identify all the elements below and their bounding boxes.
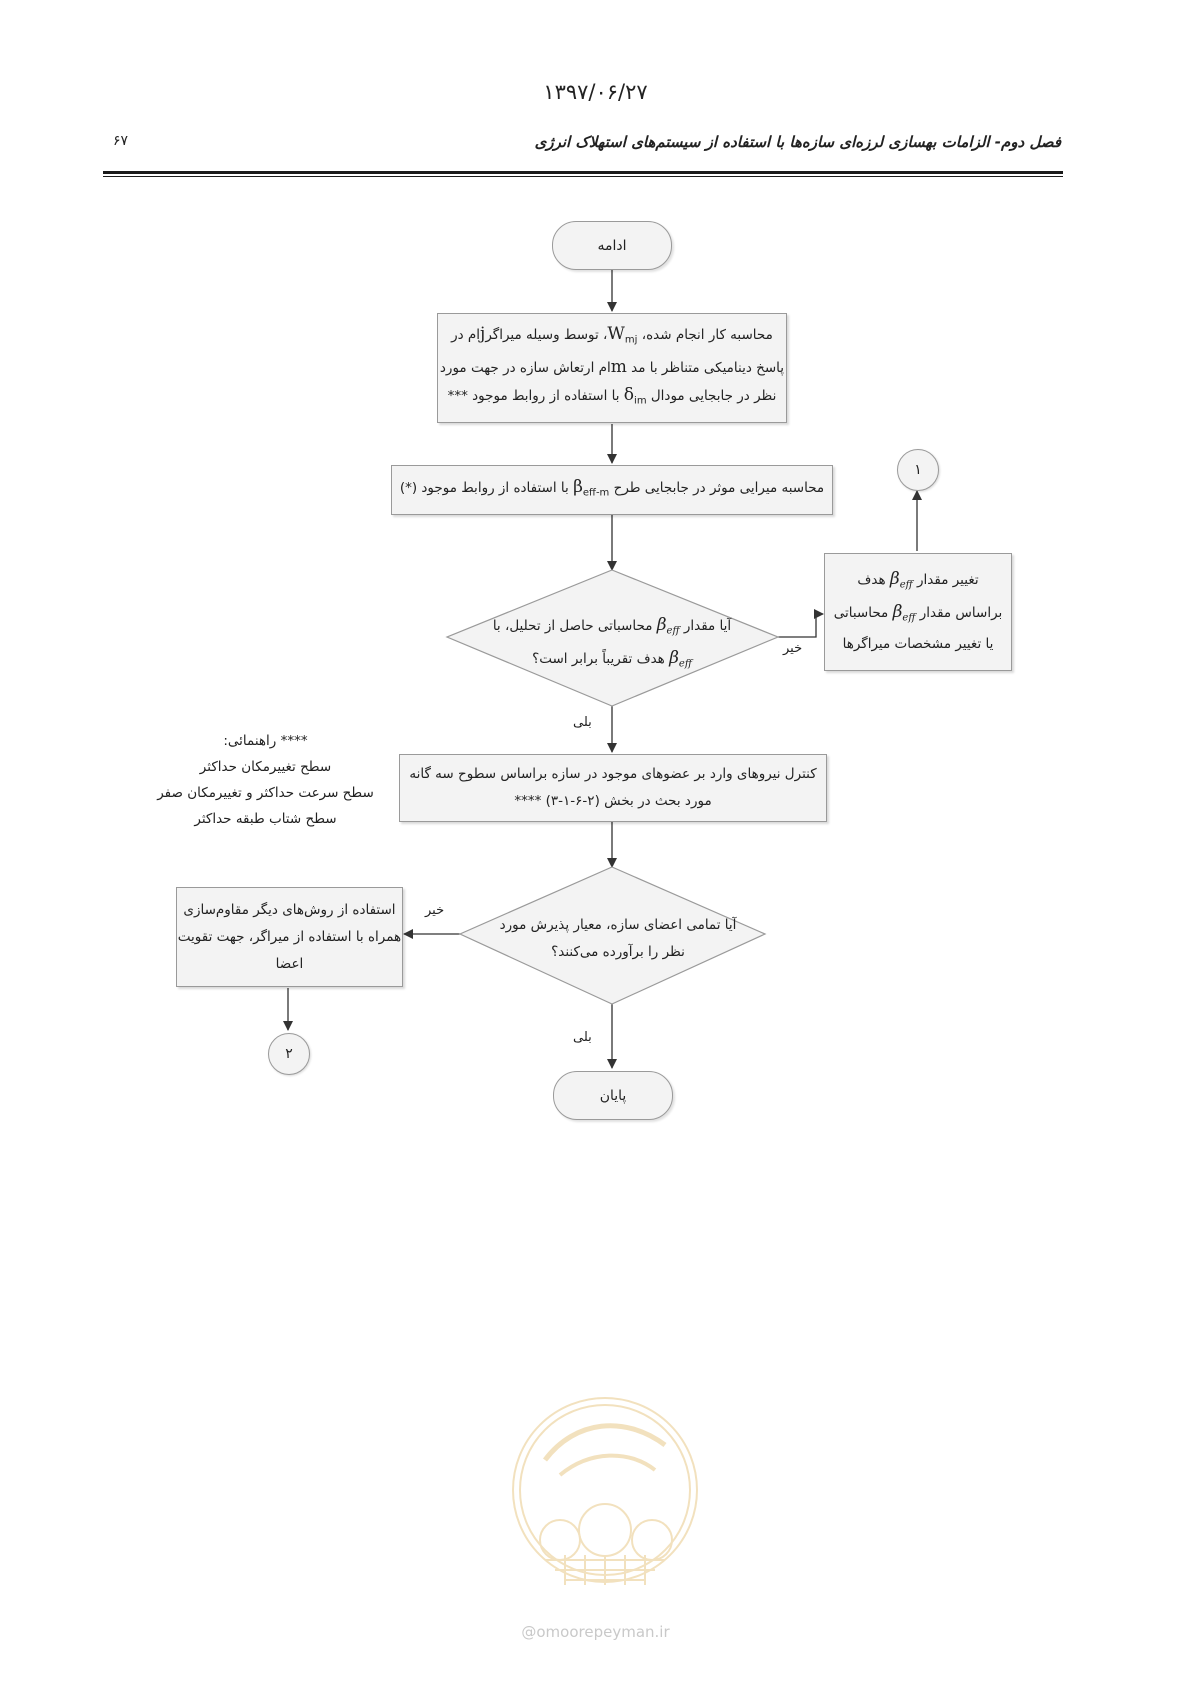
watermark-url: @omoorepeyman.ir <box>521 1623 670 1641</box>
decision2-no-label: خیر <box>425 903 445 918</box>
process-effective-damping <box>391 465 833 515</box>
header-date: ۱۳۹۷/۰۶/۲۷ <box>543 80 648 104</box>
legend-title: **** راهنمائی: <box>223 733 308 749</box>
step3-line2: مورد بحث در بخش (۲-۶-۱-۳) **** <box>514 793 712 809</box>
process-change-damping <box>824 553 1012 671</box>
decision1-line2: $\beta_{eff}$ هدف تقریباً برابر است؟ <box>532 647 692 670</box>
step2-text: محاسبه میرایی موثر در جابجایی طرح $\beta_{eff-m}$ با استفاده از روابط موجود (*) <box>399 476 825 499</box>
change-line2: براساس مقدار $\beta_{eff}$ محاسباتی <box>833 601 1003 624</box>
end-terminal <box>553 1071 673 1120</box>
connector-1 <box>897 449 939 491</box>
page-number: ۶۷ <box>113 133 129 149</box>
step1-line1: محاسبه کار انجام شده، $W_{mj}،$ توسط وسیله میراگرjام در <box>451 324 773 346</box>
connector-2 <box>268 1033 310 1075</box>
start-label: ادامه <box>597 237 627 254</box>
alt-line2: همراه با استفاده از میراگر، جهت تقویت <box>177 928 402 945</box>
connector-1-label: ۱ <box>914 462 922 478</box>
legend <box>148 728 383 832</box>
legend-item: سطح تغییرمکان حداکثر <box>199 759 332 775</box>
connector-2-label: ۲ <box>285 1046 293 1062</box>
decision1-yes-label: بلی <box>573 715 592 730</box>
arrow-decision1-change <box>778 614 823 637</box>
start-terminal <box>552 221 672 270</box>
legend-item: سطح شتاب طبقه حداکثر <box>194 811 337 827</box>
decision2-yes-label: بلی <box>573 1030 592 1045</box>
legend-item: سطح سرعت حداکثر و تغییرمکان صفر <box>157 785 374 801</box>
end-label: پایان <box>599 1087 627 1104</box>
change-line3: یا تغییر مشخصات میراگرها <box>842 636 994 653</box>
process-work-calculation <box>437 313 787 423</box>
process-force-check <box>399 754 827 822</box>
step3-line1: کنترل نیروهای وارد بر عضوهای موجود در سازه براساس سطوح سه گانه <box>409 766 817 782</box>
decision2-line1: آیا تمامی اعضای سازه، معیار پذیرش مورد <box>499 917 737 933</box>
decision2-text <box>478 912 758 966</box>
decision1-line1: آیا مقدار $\beta_{eff}$ محاسباتی حاصل از تحلیل، با <box>492 615 732 637</box>
process-alternative-retrofit <box>176 887 403 987</box>
step1-line2: پاسخ دینامیکی متناظر با مد mام ارتعاش سازه در جهت مورد <box>439 357 785 377</box>
watermark-logo <box>505 1390 705 1610</box>
decision2-line2: نظر را برآورده می‌کنند؟ <box>551 944 685 960</box>
decision1-text <box>449 612 775 677</box>
change-line1: تغییر مقدار $\beta_{eff}$ هدف <box>857 568 979 591</box>
step1-line3: نظر در جابجایی مودال $\delta_{im}$ با استفاده از روابط موجود *** <box>447 385 777 407</box>
decision1-no-label: خیر <box>783 641 803 656</box>
alt-line3: اعضا <box>275 955 304 972</box>
alt-line1: استفاده از روش‌های دیگر مقاوم‌سازی <box>183 901 396 918</box>
chapter-title: فصل دوم- الزامات بهسازی لرزه‌ای سازه‌ها با استفاده از سیستم‌های استهلاک انرژی <box>534 133 1061 151</box>
